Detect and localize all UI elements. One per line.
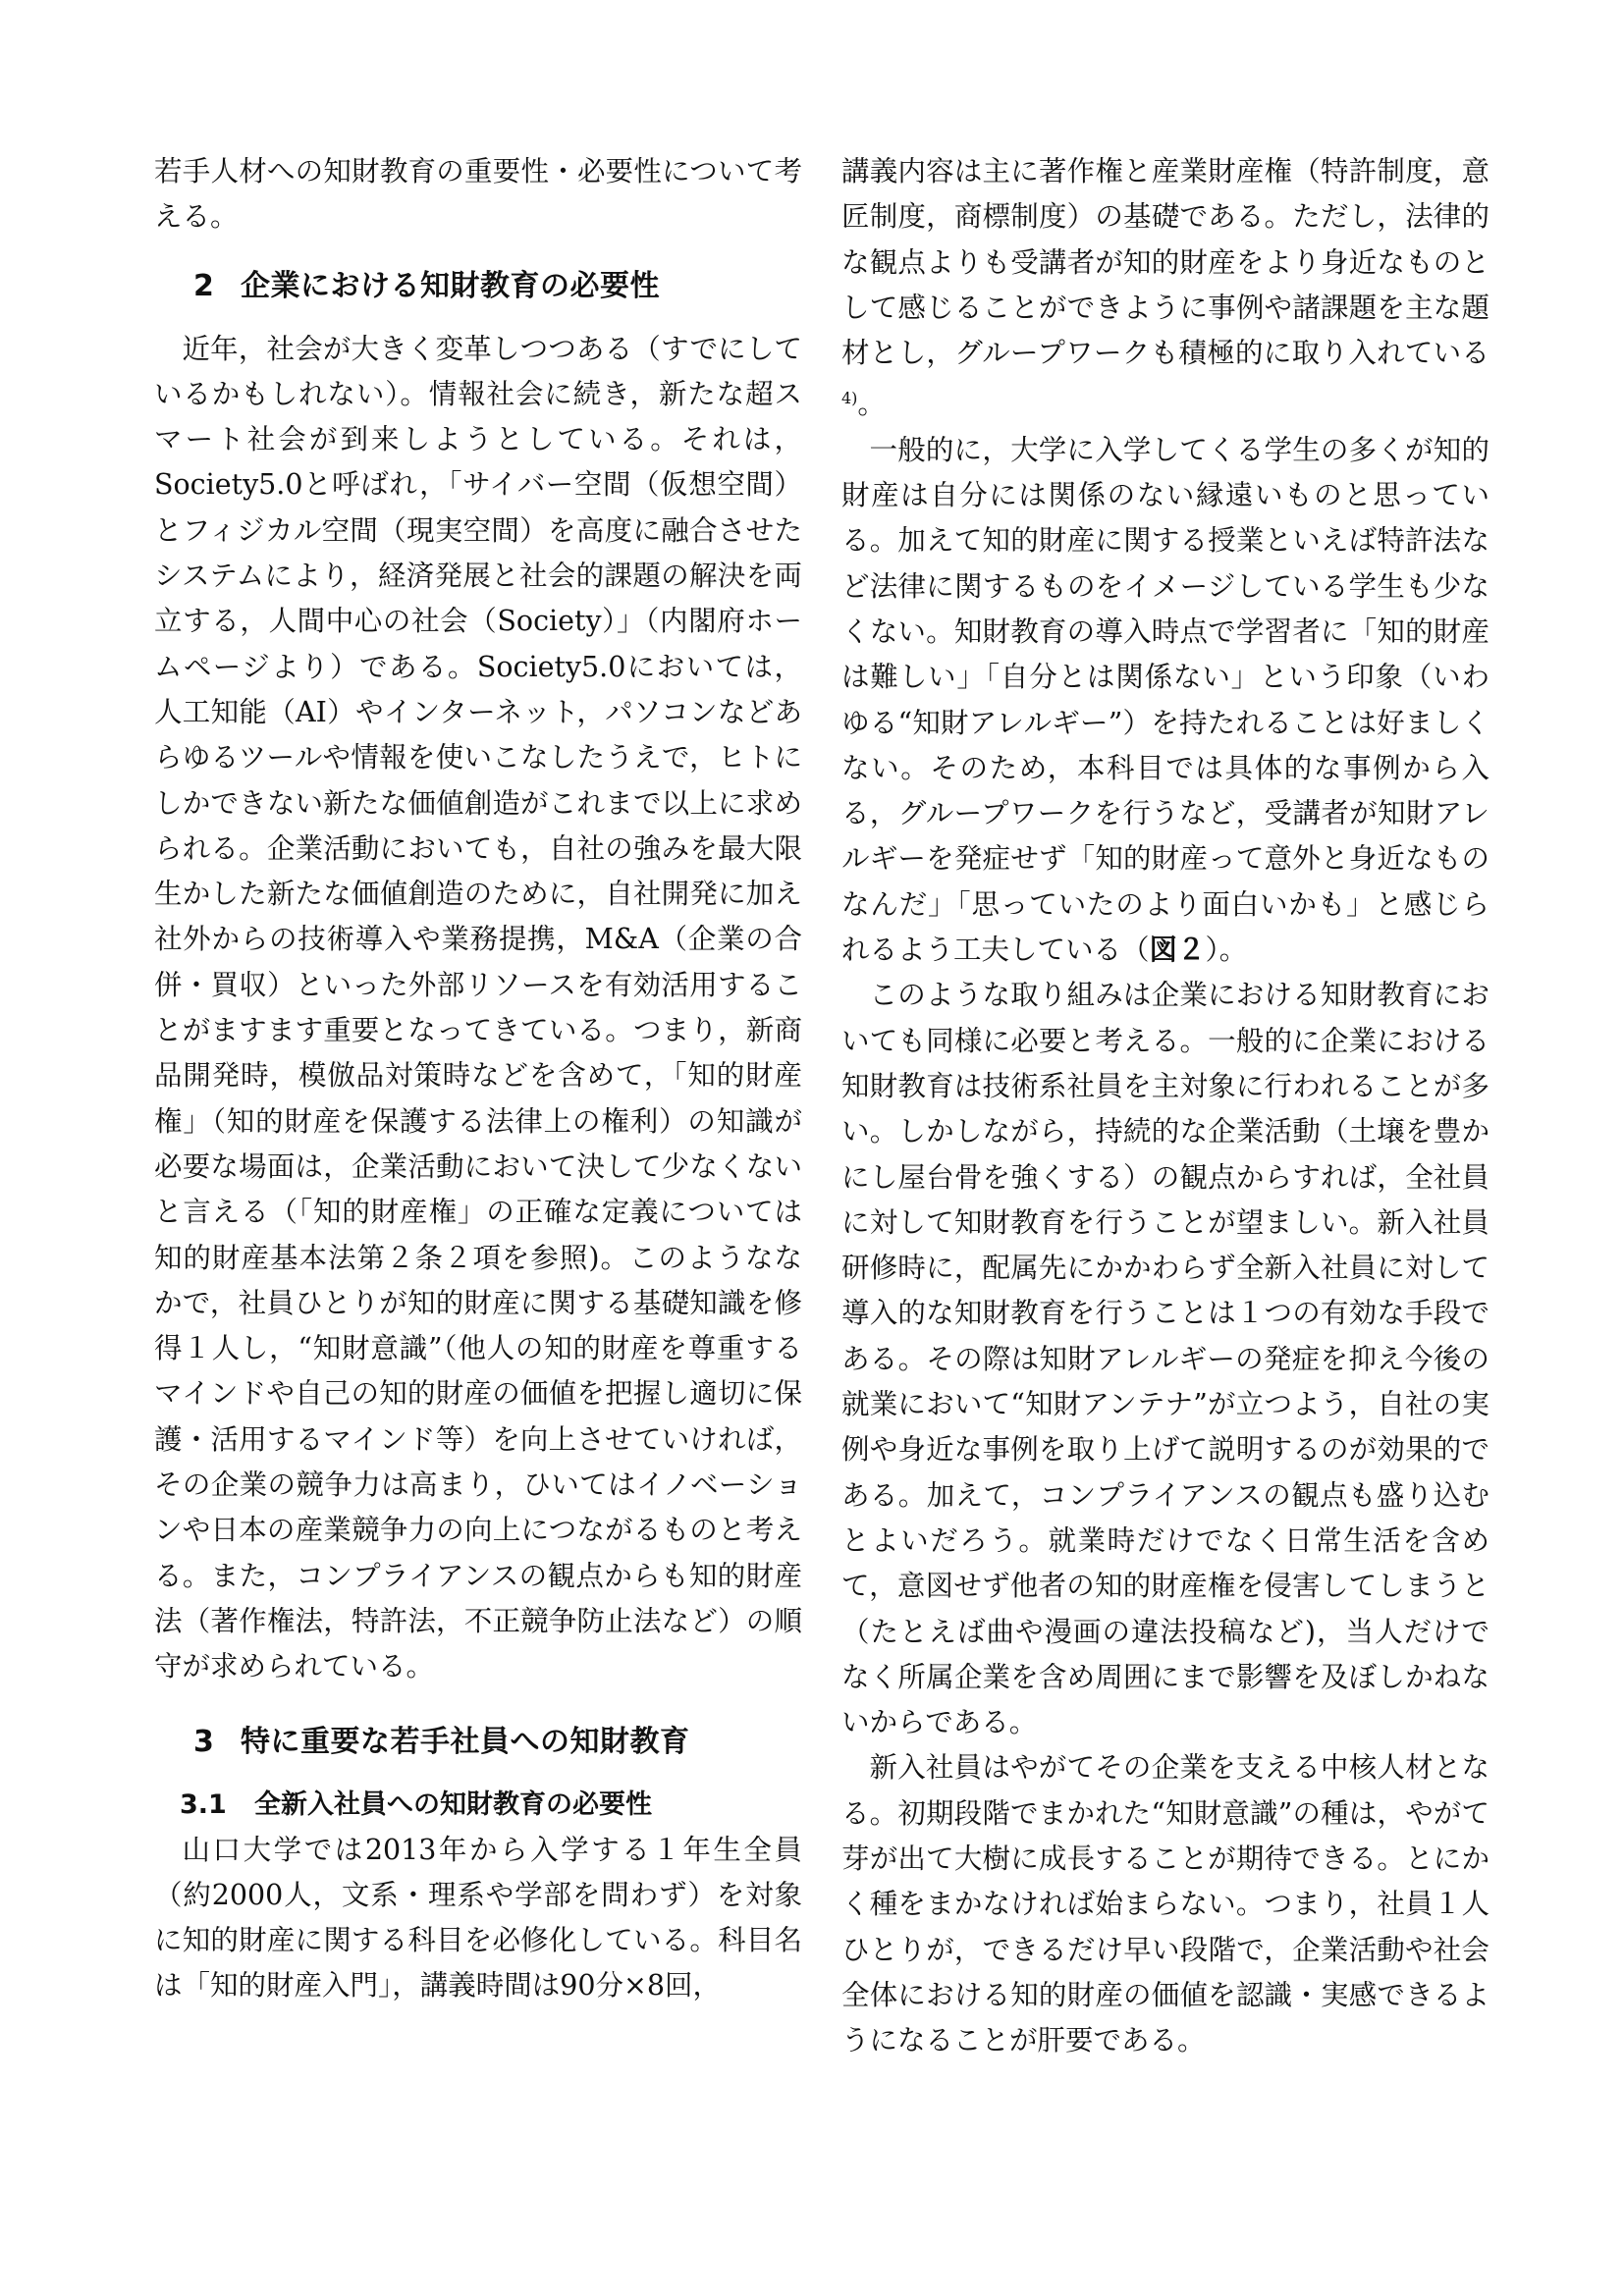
section-3-1-title: 全新入社員への知財教育の必要性 bbox=[254, 1789, 652, 1820]
left-column bbox=[154, 149, 802, 2009]
section-3-title: 特に重要な若手社員への知財教育 bbox=[241, 1724, 690, 1759]
student-perception-paragraph bbox=[841, 428, 1489, 974]
section-2-heading bbox=[154, 264, 802, 309]
section-2-title: 企業における知財教育の必要性 bbox=[241, 268, 660, 303]
new-employee-paragraph: 新入社員はやがてその企業を支える中核人材となる。初期段階でまかれた“知財意識”の種は，やがて芽が出て大樹に成長することが期待できる。とにかく種をまかなければ始まらない。つまり，社員１人ひとりが，できるだけ早い段階で，企業活動や社会全体における知的財産の価値を認識・実感できるようになることが肝要である。 bbox=[841, 1751, 1489, 2057]
lecture-content-text: 講義内容は主に著作権と産業財産権（特許制度，意匠制度，商標制度）の基礎である。ただし，法律的な観点よりも受講者が知的財産をより身近なものとして感じることができように事例や諸課題を主な題材とし，グループワークも積極的に取り入れている bbox=[841, 155, 1489, 370]
section-3-1-number: 3.1 bbox=[180, 1789, 227, 1820]
section-2-number: 2 bbox=[193, 268, 215, 303]
section-3-1-heading bbox=[154, 1783, 802, 1828]
reference-citation: 4) bbox=[841, 389, 858, 408]
section-3-heading bbox=[154, 1720, 802, 1765]
section-3-number: 3 bbox=[193, 1724, 215, 1759]
student-perception-text: 一般的に，大学に入学してくる学生の多くが知的財産は自分には関係のない縁遠いものと思っている。加えて知的財産に関する授業といえば特許法など法律に関するものをイメージしている学生も少なくない。知財教育の導入時点で学習者に「知的財産は難しい」「自分とは関係ない」という印象（いわゆる“知財アレルギー”）を持たれることは好ましくない。そのため，本科目では具体的な事例から入る，グループワークを行うなど，受講者が知財アレルギーを発症せず「知的財産って意外と身近なものなんだ」「思っていたのより面白いかも」と感じられるよう工夫している（ bbox=[841, 433, 1489, 967]
corporate-education-paragraph: このような取り組みは企業における知財教育においても同様に必要と考える。一般的に企業における知財教育は技術系社員を主対象に行われることが多い。しかしながら，持続的な企業活動（土壌を豊かにし屋台骨を強くする）の観点からすれば，全社員に対して知財教育を行うことが望ましい。新入社員研修時に，配属先にかかわらず全新入社員に対して導入的な知財教育を行うことは１つの有効な手段である。その際は知財アレルギーの発症を抑え今後の就業において“知財アンテナ”が立つよう，自社の実例や身近な事例を取り上げて説明するのが効果的である。加えて，コンプライアンスの観点も盛り込むとよいだろう。就業時だけでなく日常生活を含めて，意図せず他者の知的財産権を侵害してしまうと（たとえば曲や漫画の違法投稿など)，当人だけでなく所属企業を含め周囲にまで影響を及ぼしかねないからである。 bbox=[841, 979, 1489, 1739]
lecture-content-end: 。 bbox=[857, 388, 886, 421]
section-3-1-paragraph: 山口大学では2013年から入学する１年生全員（約2000人，文系・理系や学部を問わず）を対象に知的財産に関する科目を必修化している。科目名は「知的財産入門」，講義時間は90分×8回， bbox=[154, 1833, 802, 2002]
figure-reference: 図２ bbox=[1149, 934, 1206, 967]
section-2-paragraph: 近年，社会が大きく変革しつつある（すでにしているかもしれない）。情報社会に続き，新たな超スマート社会が到来しようとしている。それは，Society5.0と呼ばれ，「サイバー空間（仮想空間）とフィジカル空間（現実空間）を高度に融合させたシステムにより，経済発展と社会的課題の解決を両立する，人間中心の社会（Society）」（内閣府ホームページより）である。Society5.0においては，人工知能（AI）やインターネット，パソコンなどあらゆるツールや情報を使いこなしたうえで，ヒトにしかできない新たな価値創造がこれまで以上に求められる。企業活動においても，自社の強みを最大限生かした新たな価値創造のために，自社開発に加え社外からの技術導入や業務提携，M&A（企業の合併・買収）といった外部リソースを有効活用することがますます重要となってきている。つまり，新商品開発時，模倣品対策時などを含めて，「知的財産権」（知的財産を保護する法律上の権利）の知識が必要な場面は，企業活動において決して少なくないと言える（「知的財産権」の正確な定義については知的財産基本法第２条２項を参照)。このようななかで，社員ひとりが知的財産に関する基礎知識を修得１人し，“知財意識”（他人の知的財産を尊重するマインドや自己の知的財産の価値を把握し適切に保護・活用するマインド等）を向上させていければ，その企業の競争力は高まり，ひいてはイノベーションや日本の産業競争力の向上につながるものと考える。また，コンプライアンスの観点からも知的財産法（著作権法，特許法，不正競争防止法など）の順守が求められている。 bbox=[154, 332, 802, 1683]
right-column bbox=[841, 149, 1489, 2063]
lecture-content-paragraph bbox=[841, 149, 1489, 428]
student-perception-end: ）。 bbox=[1205, 934, 1248, 967]
intro-continuation: 若手人材への知財教育の重要性・必要性について考える。 bbox=[154, 155, 802, 234]
